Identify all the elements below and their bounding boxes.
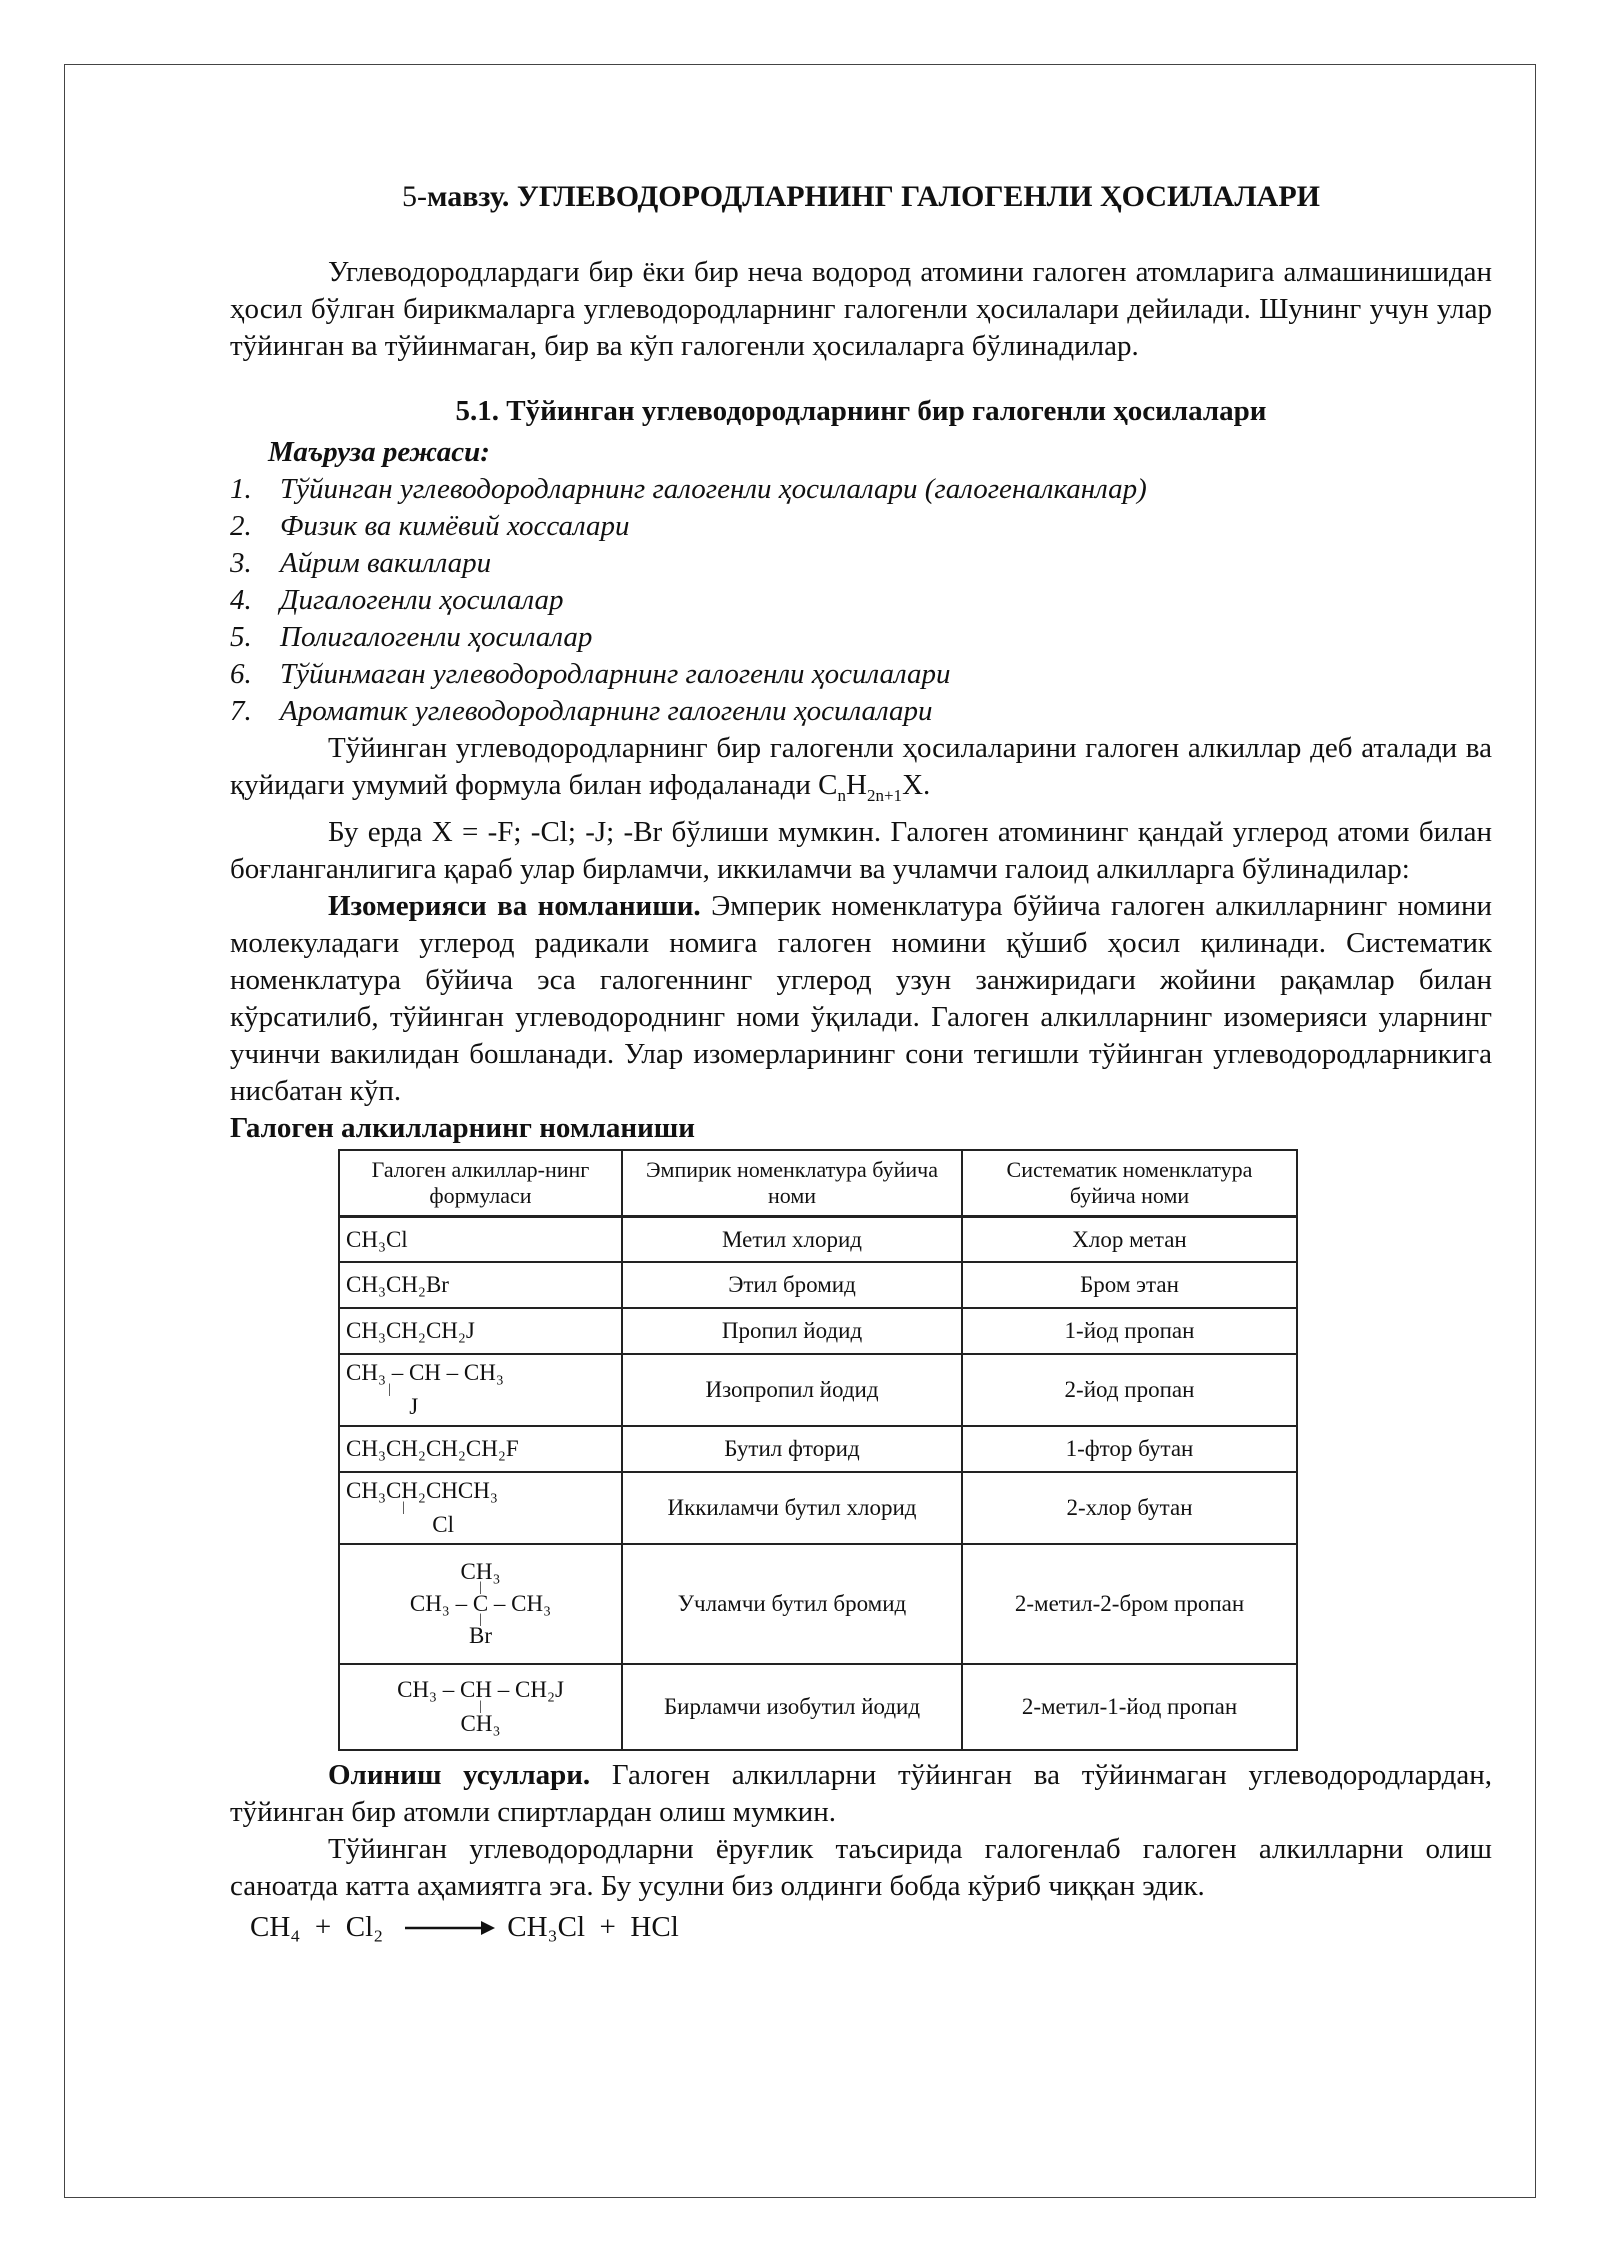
systematic-name-cell: 1-фтор бутан xyxy=(962,1426,1297,1472)
empirical-name-cell: Бирламчи изобутил йодид xyxy=(622,1664,962,1750)
table-row xyxy=(339,1262,1297,1308)
systematic-name-cell: 1-йод пропан xyxy=(962,1308,1297,1354)
column-header: Галоген алкиллар-нинг формуласи xyxy=(339,1150,622,1217)
empirical-name-cell: Учламчи бутил бромид xyxy=(622,1544,962,1664)
table-row xyxy=(339,1472,1297,1544)
systematic-name-cell: 2-йод пропан xyxy=(962,1354,1297,1426)
equation-reactants: CH₄ + Cl₂ xyxy=(250,1911,384,1944)
equation-products: CH₃Cl + HCl xyxy=(507,1911,679,1944)
list-item: 1. Тўйинган углеводородларнинг галогенли ҳосилалари (галогеналканлар) xyxy=(230,473,1147,505)
list-item: 4. Дигалогенли ҳосилалар xyxy=(230,584,564,616)
empirical-name-cell: Метил хлорид xyxy=(622,1216,962,1262)
list-item: 3. Айрим вакиллари xyxy=(230,547,492,579)
reaction-arrow-icon xyxy=(405,1918,495,1938)
table-title: Галоген алкилларнинг номланиши xyxy=(230,1111,695,1144)
lecture-plan-list xyxy=(230,471,1492,730)
formula-cell: CH₃CH₂Br xyxy=(339,1262,622,1308)
empirical-name-cell: Бутил фторид xyxy=(622,1426,962,1472)
systematic-name-cell: Хлор метан xyxy=(962,1216,1297,1262)
page-title xyxy=(230,180,1492,214)
halogenation-paragraph: Тўйинган углеводородларни ёруғлик таъсирида галогенлаб галоген алкилларни олиш саноатда катта аҳамиятга эга. Бу усулни биз олдинги бобда кўриб чиққан эдик. xyxy=(230,1833,1492,1903)
formula-cell: CH₃ | CH₃ – C – CH₃ | Br xyxy=(339,1544,622,1664)
lecture-plan-title: Маъруза режаси: xyxy=(268,436,490,468)
document-body xyxy=(230,180,1492,1944)
title-prefix: 5- xyxy=(401,180,427,213)
table-row xyxy=(339,1544,1297,1664)
table-header-row xyxy=(339,1150,1297,1217)
formula-cell: CH₃ – CH – CH₃ | J xyxy=(339,1354,622,1426)
table-row xyxy=(339,1426,1297,1472)
empirical-name-cell: Пропил йодид xyxy=(622,1308,962,1354)
list-item: 5. Полигалогенли ҳосилалар xyxy=(230,621,593,653)
systematic-name-cell: 2-хлор бутан xyxy=(962,1472,1297,1544)
intro-paragraph: Углеводородлардаги бир ёки бир неча водород атомини галоген атомларига алмашинишидан ҳосил бўлган бирикмаларга углеводородларнинг галогенли ҳосилалари дейилади. Шунинг учун улар тўйинган ва тўйинмаган, бир ва кўп галогенли ҳосилаларга бўлинадилар. xyxy=(230,256,1492,362)
general-formula-paragraph: Тўйинган углеводородларнинг бир галогенли ҳосилаларини галоген алкиллар деб аталади ва қуйидаги умумий формула билан ифодаланади $C_nH_{2n+1}X$. xyxy=(230,732,1492,805)
empirical-name-cell: Изопропил йодид xyxy=(622,1354,962,1426)
systematic-name-cell: Бром этан xyxy=(962,1262,1297,1308)
empirical-name-cell: Иккиламчи бутил хлорид xyxy=(622,1472,962,1544)
table-row xyxy=(339,1308,1297,1354)
halogen-types-paragraph: Бу ерда X = -F; -Cl; -J; -Br бўлиши мумкин. Галоген атомининг қандай углерод атоми билан боғланганлигига қараб улар бирламчи, иккиламчи ва учламчи галоид алкилларга бўлинадилар: xyxy=(230,815,1492,885)
empirical-name-cell: Этил бромид xyxy=(622,1262,962,1308)
systematic-name-cell: 2-метил-1-йод пропан xyxy=(962,1664,1297,1750)
list-item: 7. Ароматик углеводородларнинг галогенли ҳосилалари xyxy=(230,695,933,727)
list-item: 2. Физик ва кимёвий хоссалари xyxy=(230,510,630,542)
formula-cell: CH₃CH₂CH₂CH₂F xyxy=(339,1426,622,1472)
isomerism-paragraph: Изомерияси ва номланиши. Эмперик номенклатура бўйича галоген алкилларнинг номини молекуладаги углерод радикали номига галоген номини қўшиб ҳосил қилинади. Систематик номенклатура бўйича эса галогеннинг углерод узун занжиридаги жойини рақамлар билан кўрсатилиб, тўйинган углеводороднинг номи ўқилади. Галоген алкилларнинг изомерияси уларнинг учинчи вакилидан бошланади. Улар изомерларининг сони тегишли тўйинган углеводородларникига нисбатан кўп. xyxy=(230,889,1492,1107)
section-heading: 5.1. Тўйинган углеводородларнинг бир галогенли ҳосилалари xyxy=(455,395,1267,427)
formula-cell: CH₃CH₂CH₂J xyxy=(339,1308,622,1354)
reaction-equation xyxy=(250,1911,1492,1944)
table-row xyxy=(339,1354,1297,1426)
table-row xyxy=(339,1664,1297,1750)
table-row xyxy=(339,1216,1297,1262)
formula-cell: CH₃CH₂CHCH₃ | Cl xyxy=(339,1472,622,1544)
title-text: мавзу. УГЛЕВОДОРОДЛАРНИНГ ГАЛОГЕНЛИ ҲОСИЛАЛАРИ xyxy=(426,180,1321,213)
column-header: Систематик номенклатура буйича номи xyxy=(962,1150,1297,1217)
column-header: Эмпирик номенклатура буйича номи xyxy=(622,1150,962,1217)
preparation-paragraph: Олиниш усуллари. Галоген алкилларни тўйинган ва тўйинмаган углеводородлардан, тўйинган бир атомли спиртлардан олиш мумкин. xyxy=(230,1759,1492,1829)
formula-cell: CH₃Cl xyxy=(339,1216,622,1262)
systematic-name-cell: 2-метил-2-бром пропан xyxy=(962,1544,1297,1664)
nomenclature-table xyxy=(338,1149,1298,1752)
formula-cell: CH₃ – CH – CH₂J | CH₃ xyxy=(339,1664,622,1750)
list-item: 6. Тўйинмаган углеводородларнинг галогенли ҳосилалари xyxy=(230,658,951,690)
